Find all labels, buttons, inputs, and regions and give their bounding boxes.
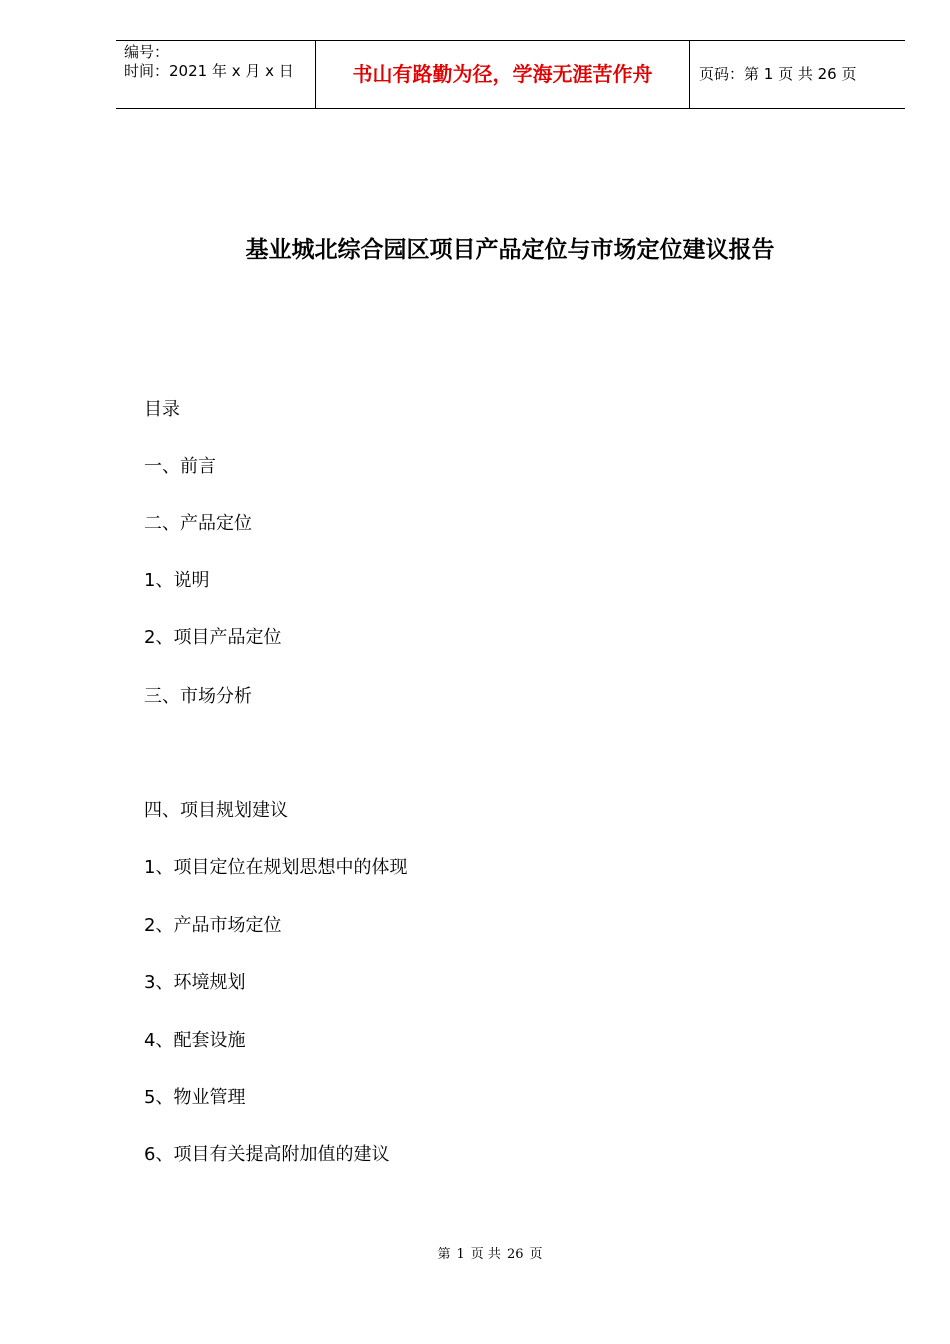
page-header (116, 40, 905, 109)
toc-item: 5、物业管理 (144, 1087, 246, 1108)
document-time-label: 时间：2021 年 x 月 x 日 (124, 62, 294, 80)
footer-prefix: 第 (437, 1247, 451, 1262)
header-motto: 书山有路勤为径，学海无涯苦作舟 (316, 41, 690, 108)
header-meta (116, 41, 316, 108)
toc-item: 四、项目规划建议 (144, 800, 288, 821)
toc-item: 1、说明 (144, 570, 210, 591)
page-footer (0, 1246, 950, 1264)
toc-item: 4、配套设施 (144, 1030, 246, 1051)
toc-item: 一、前言 (144, 456, 216, 477)
toc-heading: 目录 (144, 399, 180, 420)
toc-item: 2、项目产品定位 (144, 627, 282, 648)
header-page-info: 页码：第 1 页 共 26 页 (699, 65, 857, 83)
toc-item: 二、产品定位 (144, 513, 252, 534)
footer-page-number: 1 (456, 1247, 465, 1262)
toc-item: 2、产品市场定位 (144, 915, 282, 936)
toc-item: 三、市场分析 (144, 686, 252, 707)
toc-item: 1、项目定位在规划思想中的体现 (144, 857, 408, 878)
document-number-label: 编号： (124, 43, 170, 61)
document-title: 基业城北综合园区项目产品定位与市场定位建议报告 (245, 236, 775, 263)
toc-item: 3、环境规划 (144, 972, 246, 993)
toc-item: 6、项目有关提高附加值的建议 (144, 1144, 390, 1165)
footer-middle: 页 共 (470, 1247, 501, 1262)
footer-suffix: 页 (529, 1247, 543, 1262)
footer-total-pages: 26 (506, 1247, 524, 1262)
